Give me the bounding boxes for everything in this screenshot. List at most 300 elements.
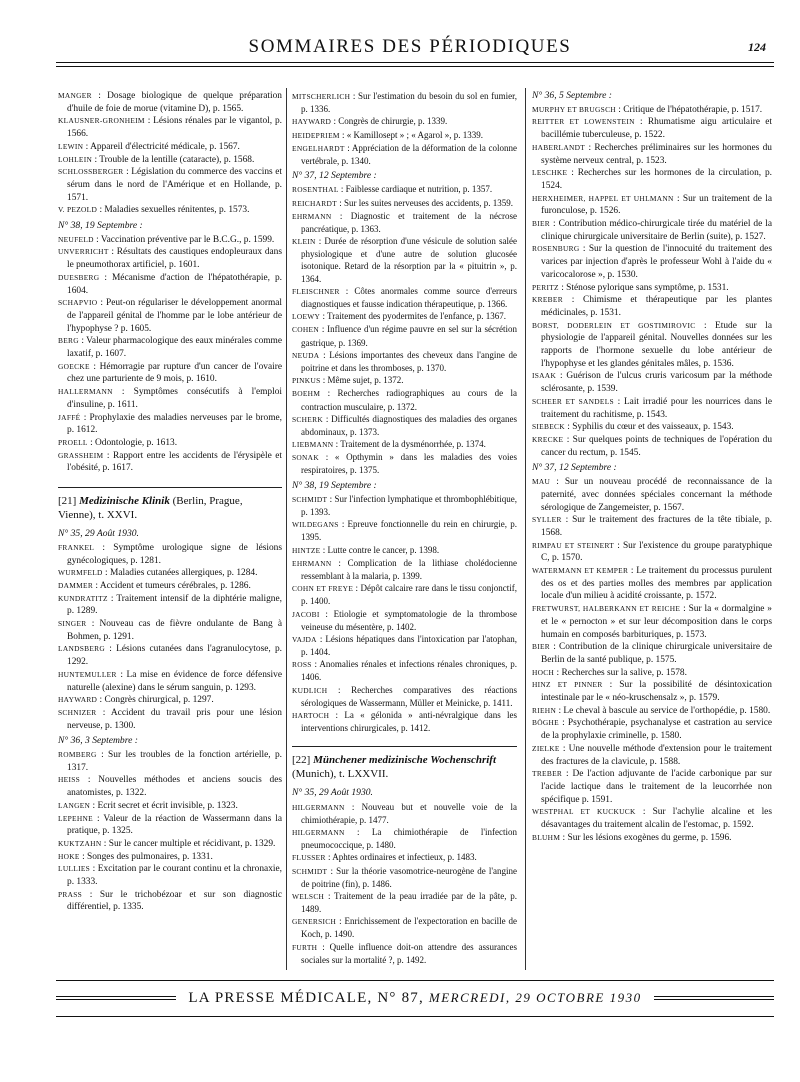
article-title: : Appréciation de la déformation de la colonne vertébrale, p. 1340.	[301, 142, 517, 166]
article-entry	[292, 915, 517, 940]
article-title: : Contribution médico-chirurgicale tirée du matériel de la clinique chirurgicale universitaire de Berlin (suite), p. 1527.	[541, 219, 772, 242]
article-entry	[292, 557, 517, 582]
article-entry	[58, 437, 282, 450]
issue-heading: N° 36, 5 Septembre :	[532, 90, 612, 101]
article-title: : Influence d'un régime pauvre en sel sur la sécrétion gastrique, p. 1369.	[301, 324, 518, 348]
footer-rule	[56, 1016, 774, 1017]
article-author: KLAUSNER-GRONHEIM	[58, 116, 145, 126]
article-title: : Nouveau but et nouvelle voie de la chimiothérapie, p. 1477.	[301, 801, 517, 825]
article-title: : Sur un nouveau procédé de reconnaissance de la paternité, avec données spéciales concernant la méthode sérologique de Zangemeister, p. 1567.	[541, 477, 773, 513]
header-rule	[56, 62, 774, 63]
article-entry	[292, 684, 517, 709]
article-title: : Maladies sexuelles rénitentes, p. 1573.	[99, 205, 250, 216]
article-entry	[58, 800, 282, 813]
article-title: : Etiologie et symptomatologie de la thrombose veineuse du mésentère, p. 1402.	[301, 608, 517, 632]
article-entry	[58, 618, 282, 643]
article-title: : Sur l'achylie alcaline et les désavantages du traitement alcalin de l'estomac, p. 1592.	[541, 807, 772, 831]
article-entry	[292, 197, 517, 210]
article-entry	[58, 154, 282, 167]
article-author: HAYWARD	[58, 695, 98, 705]
article-entry	[292, 387, 517, 412]
article-entry	[292, 493, 517, 518]
article-title: : Contribution de la clinique chirurgicale universitaire de Berlin de la santé publique, p. 1575.	[541, 642, 773, 665]
entry-list	[292, 183, 517, 476]
article-entry	[292, 851, 517, 864]
article-title: : Songes des pulmonaires, p. 1331.	[82, 851, 213, 862]
article-author: HUNTEMULLER	[58, 669, 117, 679]
page-title: SOMMAIRES DES PÉRIODIQUES	[248, 36, 572, 57]
entry-list	[292, 90, 517, 167]
issue-heading: N° 38, 19 Septembre :	[58, 220, 143, 232]
article-entry	[58, 297, 282, 335]
article-entry	[58, 707, 282, 732]
article-entry	[532, 476, 772, 514]
footer-rule	[56, 980, 774, 981]
journal-heading	[58, 487, 282, 522]
article-entry	[58, 580, 282, 593]
article-author: ROMBERG	[58, 750, 97, 760]
article-entry	[58, 567, 282, 580]
article-author: BIER	[532, 219, 551, 229]
article-title: : Odontologie, p. 1613.	[90, 437, 178, 448]
article-author: SCHAPVIO	[58, 298, 98, 308]
article-author: LOEWY	[292, 312, 321, 322]
article-entry	[58, 643, 282, 668]
article-entry	[292, 413, 517, 438]
article-title: : Recherches radiographiques au cours de la contraction musculaire, p. 1372.	[301, 388, 518, 412]
article-author: NEUDA	[292, 350, 320, 360]
article-author: FURTH	[292, 942, 318, 952]
article-author: LIEBMANN	[292, 440, 334, 450]
article-entry	[532, 142, 772, 167]
article-author: HINZ ET PINNER	[532, 680, 603, 690]
issue-heading: N° 38, 19 Septembre :	[292, 479, 377, 491]
article-author: WELSCH	[292, 891, 325, 901]
article-entry	[532, 396, 772, 421]
article-author: NEUFELD	[58, 234, 94, 244]
article-title: : Sur un traitement de la furonculose, p. 1526.	[541, 193, 773, 217]
article-author: MANGER	[58, 91, 92, 100]
article-title: : Appareil d'électricité médicale, p. 1567.	[85, 141, 240, 152]
article-entry	[292, 183, 517, 196]
article-author: JACOBI	[292, 609, 320, 619]
article-title: : Syphilis du cœur et des vaisseaux, p. 1543.	[567, 422, 734, 433]
column-1	[58, 90, 282, 914]
article-title: : Sur la théorie vasomotrice-neurogène de l'angine de poitrine (fin), p. 1486.	[301, 865, 517, 889]
article-title: : La mise en évidence de force défensive naturelle (alexine) dans le sérum sanguin, p. 1293.	[67, 669, 282, 693]
article-author: SONAK	[292, 453, 319, 463]
article-entry	[58, 234, 282, 247]
article-entry	[532, 370, 772, 395]
article-author: ENGELHARDT	[292, 143, 345, 153]
journal-number: [21]	[58, 495, 77, 508]
article-author: HEIDEPRIEM	[292, 130, 340, 140]
entry-list	[58, 234, 282, 475]
article-author: SCHEER ET SANDELS	[532, 396, 614, 406]
page-number: 124	[748, 40, 766, 54]
article-title: : Lésions rénales par le vigantol, p. 1566.	[67, 116, 283, 140]
article-author: JAFFÉ	[58, 412, 81, 422]
article-entry	[532, 282, 772, 295]
article-title: : Complication de la lithiase cholédocienne ressemblant à la malaria, p. 1399.	[301, 557, 518, 581]
article-author: PROELL	[58, 437, 88, 447]
article-author: HABERLANDT	[532, 142, 586, 152]
article-entry	[292, 801, 517, 826]
entry-list	[532, 476, 772, 844]
article-title: : Sur la « dormalgine » et le « pernocton » et sur leur décomposition dans le corps humain en composés barbituriques, p. 1573.	[541, 604, 772, 640]
article-title: : Recherches comparatives des réactions sérologiques de Wassermann, Müller et Meinicke, p. 1411.	[301, 684, 517, 708]
journal-name: Münchener medizinische Wochenschrift	[313, 754, 497, 767]
article-author: VAJDA	[292, 634, 317, 644]
article-entry	[292, 438, 517, 451]
issue-heading: N° 35, 29 Août 1930.	[58, 528, 139, 540]
column-divider	[525, 88, 526, 970]
article-author: HOKE	[58, 851, 80, 861]
article-author: KUDLICH	[292, 685, 328, 695]
article-entry	[532, 717, 772, 742]
article-title: : Sur le trichobézoar et sur son diagnostic différentiel, p. 1335.	[67, 889, 282, 913]
article-author: ISAAK	[532, 371, 557, 381]
article-entry	[532, 679, 772, 704]
article-author: SCHLOSSBERGER	[58, 167, 124, 177]
article-title: : Valeur pharmacologique des eaux minérales comme laxatif, p. 1607.	[67, 336, 283, 360]
article-entry	[532, 104, 772, 117]
article-author: BLUHM	[532, 832, 561, 842]
article-entry	[58, 335, 282, 360]
article-title: : Recherches sur les hormones de la circulation, p. 1524.	[541, 168, 773, 191]
article-title: : Recherches préliminaires sur les hormones du système nerveux central, p. 1523.	[541, 142, 772, 166]
article-author: GENERSICH	[292, 917, 337, 927]
article-title: : Durée de résorption d'une vésicule de solution salée physiologique et d'une autre de solution glucosée isotonique. Retard de la résorption par la « pituitrin », p. 1364.	[301, 236, 518, 284]
article-title: : Sur les lésions exogènes du germe, p. 1596.	[562, 832, 732, 843]
article-author: FRANKEL	[58, 542, 95, 552]
article-title: : Aphtes ordinaires et infectieux, p. 1483.	[327, 852, 477, 863]
article-title: : La chimiothérapie de l'infection pneumococcique, p. 1480.	[301, 826, 518, 851]
article-author: SCHMIDT	[292, 494, 328, 504]
article-title: : Sur quelques points de techniques de l'opération du cancer du rectum, p. 1545.	[541, 434, 773, 458]
article-title: : Enrichissement de l'expectoration en bacille de Koch, p. 1490.	[301, 916, 518, 940]
article-entry	[58, 542, 282, 567]
article-author: WURMFELD	[58, 568, 103, 578]
article-title: : Psychothérapie, psychanalyse et castration au service de la prophylaxie criminelle, p. 1580.	[541, 718, 773, 742]
article-title: : Sur la possibilité de désintoxication intestinale par le « néo-kruschensalz », p. 1579.	[541, 680, 772, 704]
article-title: : Traitement des pyodermites de l'enfance, p. 1367.	[322, 311, 507, 322]
article-author: HALLERMANN	[58, 387, 113, 397]
article-author: ZIELKE	[532, 743, 560, 753]
article-title: : Rapport entre les accidents de l'érysipèle et l'obésité, p. 1617.	[67, 450, 282, 474]
article-entry	[532, 243, 772, 281]
column-divider	[286, 88, 287, 970]
article-entry	[532, 294, 772, 319]
article-entry	[58, 204, 282, 217]
article-entry	[58, 246, 282, 271]
article-entry	[58, 450, 282, 475]
article-title: : Sténose pylorique sans symptôme, p. 1531.	[561, 282, 729, 293]
article-entry	[532, 320, 772, 371]
article-author: HOCH	[532, 667, 555, 677]
article-entry	[58, 593, 282, 618]
article-title: : Quelle influence doit-on attendre des assurances sociales sur la mortalité ?, p. 1492.	[301, 941, 518, 965]
article-author: SCHERK	[292, 414, 323, 424]
article-entry	[532, 421, 772, 434]
article-author: PERITZ	[532, 282, 559, 292]
article-title: : Guérison de l'ulcus cruris varicosum par la méthode sclérosante, p. 1539.	[541, 371, 772, 395]
article-entry	[292, 285, 517, 310]
article-author: SYLLER	[532, 515, 562, 525]
article-author: KREBER	[532, 295, 563, 305]
entry-list	[292, 493, 517, 735]
article-author: COHEN	[292, 325, 319, 335]
article-title: : Hémorragie par rupture d'un cancer de l'ovaire chez une parturiente de 9 mois, p. 1610.	[67, 361, 282, 385]
article-author: DAMMER	[58, 580, 94, 590]
article-author: UNVERRICHT	[58, 247, 109, 257]
article-title: : Sur l'estimation du besoin du sol en fumier, p. 1336.	[301, 91, 518, 115]
article-title: : Sur les suites nerveuses des accidents, p. 1359.	[339, 197, 513, 208]
entry-list	[58, 749, 282, 914]
article-title: : Difficultés diagnostiques des maladies des organes abdominaux, p. 1373.	[301, 413, 517, 437]
article-entry	[292, 451, 517, 476]
article-entry	[292, 142, 517, 167]
footer-journal: LA PRESSE MÉDICALE, N° 87,	[188, 989, 424, 1006]
article-title: : Ecrit secret et écrit invisible, p. 1323.	[92, 800, 238, 811]
article-title: : Prophylaxie des maladies nerveuses par le brome, p. 1612.	[67, 412, 282, 436]
article-title: : Accident du travail pris pour une lésion nerveuse, p. 1300.	[67, 707, 282, 731]
article-author: HILGERMANN	[292, 827, 345, 837]
footer-ornament-line	[56, 996, 176, 1000]
article-title: : Sur l'infection lymphatique et thrombophlébitique, p. 1393.	[301, 493, 517, 517]
article-author: WATERMANN ET KEMPER	[532, 566, 629, 576]
article-author: ROSS	[292, 660, 312, 670]
article-entry	[292, 90, 517, 115]
article-author: ROSENTHAL	[292, 185, 339, 195]
article-author: WESTPHAL ET KUCKUCK	[532, 807, 636, 817]
article-author: LEPEHNE	[58, 813, 93, 823]
article-entry	[532, 705, 772, 718]
article-entry	[292, 658, 517, 683]
article-author: COHN ET FREYE	[292, 584, 354, 594]
column-2	[292, 90, 517, 966]
article-author: LESCHKE	[532, 168, 568, 178]
journal-name: Medizinische Klinik	[79, 495, 170, 508]
article-entry	[292, 582, 517, 607]
article-entry	[292, 310, 517, 323]
article-author: HARTOCH	[292, 711, 330, 720]
article-author: GOECKE	[58, 361, 90, 371]
article-entry	[292, 865, 517, 890]
article-entry	[532, 565, 772, 603]
article-title: : Lésions cutanées dans l'agranulocytose, p. 1292.	[67, 644, 282, 668]
article-author: HAYWARD	[292, 117, 332, 127]
article-title: : Lésions hépatiques dans l'intoxication par l'atophan, p. 1404.	[301, 633, 518, 658]
article-entry	[532, 832, 772, 845]
article-entry	[292, 633, 517, 658]
article-author: LANDSBERG	[58, 644, 106, 654]
article-author: V. PEZOLD	[58, 205, 98, 215]
article-title: : Résultats des caustiques endopleuraux dans le pneumothorax artificiel, p. 1601.	[67, 247, 283, 271]
article-author: EHRMANN	[292, 558, 332, 568]
article-entry	[292, 349, 517, 374]
article-title: : Lait irradié pour les nourrices dans le traitement du rachitisme, p. 1543.	[541, 396, 772, 420]
article-title: : Rhumatisme aigu articulaire et bacillémie tuberculeuse, p. 1522.	[541, 117, 773, 141]
article-entry	[58, 90, 282, 115]
article-author: HEISS	[58, 775, 81, 785]
article-entry	[292, 608, 517, 633]
article-title: : Traitement intensif de la diphtérie maligne, p. 1289.	[67, 593, 282, 617]
article-title: : Etude sur la physiologie de l'appareil génital. Nouvelles données sur les rapports de l'hormone sexuelle du lobe antérieur de l'hypophyse et les glandes génitales mâles, p. 1536.	[541, 320, 773, 369]
article-author: LEWIN	[58, 141, 84, 151]
article-author: MURPHY ET BRUGSCH	[532, 104, 616, 114]
article-author: FRETWURST, HALBERKANN ET REICHE	[532, 604, 681, 614]
article-entry	[292, 544, 517, 557]
article-author: BOEHM	[292, 389, 321, 399]
entry-list	[58, 90, 282, 217]
article-entry	[292, 210, 517, 235]
article-author: SCHMIDT	[292, 866, 328, 876]
article-title: : Lésions importantes des cheveux dans l'angine de poitrine et dans les thromboses, p. 1370.	[301, 349, 518, 373]
footer-ornament-line	[654, 996, 774, 1000]
article-author: RIMPAU ET STEINERT	[532, 540, 615, 550]
article-entry	[532, 743, 772, 768]
article-title: : Lutte contre le cancer, p. 1398.	[322, 544, 440, 555]
article-author: RIEHN	[532, 705, 557, 715]
article-entry	[292, 323, 517, 348]
journal-details: (Munich), t. LXXVII.	[292, 768, 389, 781]
article-title: : Peut-on régulariser le développement anormal de l'appareil génital de l'homme par le lobe antérieur de l'hypophyse ? p. 1605.	[67, 298, 283, 334]
article-author: WILDEGANS	[292, 520, 339, 530]
article-author: BIER	[532, 642, 551, 652]
article-title: : La « gélonida » anti-névralgique dans les interventions chirurgicales, p. 1412.	[301, 710, 518, 734]
article-title: : Critique de l'hépatothérapie, p. 1517.	[618, 104, 763, 115]
journal-heading	[292, 746, 517, 781]
article-title: : Sur l'existence du groupe paratyphique C, p. 1570.	[541, 540, 772, 564]
article-entry	[58, 889, 282, 914]
page-footer	[56, 983, 774, 1013]
article-title: : Dosage biologique de quelque préparation d'huile de foie de morue (vitamine D), p. 1565.	[67, 91, 282, 114]
article-title: : Accident et tumeurs cérébrales, p. 1286.	[95, 580, 251, 591]
article-author: MITSCHERLICH	[292, 92, 351, 101]
article-title: : « Kamillosept » ; « Agarol », p. 1339.	[342, 129, 484, 140]
article-title: : « Opthymin » dans les maladies des voies respiratoires, p. 1375.	[301, 452, 518, 476]
entry-list	[292, 801, 517, 966]
article-title: : Nouveau cas de fièvre ondulante de Bang à Bohmen, p. 1291.	[67, 619, 282, 642]
article-entry	[292, 890, 517, 915]
article-title: : Diagnostic et traitement de la nécrose pancréatique, p. 1363.	[301, 210, 517, 234]
article-author: SCHNIZER	[58, 707, 97, 717]
header-rule-thin	[56, 66, 774, 67]
article-entry	[292, 709, 517, 734]
article-title: : Chimisme et thérapeutique par les plantes médicinales, p. 1531.	[541, 295, 773, 318]
article-entry	[292, 518, 517, 543]
article-entry	[292, 826, 517, 851]
article-title: : Faiblesse cardiaque et nutrition, p. 1357.	[340, 184, 493, 195]
article-entry	[58, 115, 282, 140]
entry-list	[532, 104, 772, 460]
issue-heading: N° 36, 3 Septembre :	[58, 735, 138, 747]
article-title: : Symptôme urologique signe de lésions gynécologiques, p. 1281.	[67, 542, 283, 566]
article-entry	[58, 669, 282, 694]
article-title: : Congrès chirurgical, p. 1297.	[99, 695, 214, 706]
article-author: DUESBERG	[58, 272, 100, 282]
article-author: KLEIN	[292, 237, 316, 247]
article-entry	[58, 749, 282, 774]
footer-date: MERCREDI, 29 OCTOBRE 1930	[428, 989, 642, 1005]
article-entry	[58, 851, 282, 864]
article-entry	[292, 374, 517, 387]
article-entry	[292, 235, 517, 285]
article-author: LULLIES	[58, 864, 91, 874]
article-author: ROSENBURG	[532, 244, 580, 254]
article-author: GRASSHEIM	[58, 450, 104, 460]
article-entry	[58, 863, 282, 888]
entry-list	[58, 542, 282, 733]
article-title: : Recherches sur la salive, p. 1578.	[556, 667, 687, 678]
issue-heading: N° 37, 12 Septembre :	[292, 170, 377, 182]
issue-heading: N° 35, 29 Août 1930.	[292, 787, 373, 799]
journal-details: (Berlin, Prague, Vienne), t. XXVI.	[58, 495, 243, 522]
article-entry	[58, 386, 282, 411]
article-title: : Mécanisme d'action de l'hépatothérapie, p. 1604.	[67, 272, 282, 296]
article-title: : Maladies cutanées allergiques, p. 1284.	[105, 568, 258, 579]
article-entry	[292, 115, 517, 128]
article-entry	[58, 813, 282, 838]
article-title: : Sur le traitement des fractures de la tête tibiale, p. 1568.	[541, 515, 772, 538]
column-3	[532, 90, 772, 844]
article-entry	[532, 806, 772, 831]
article-title: : Vaccination préventive par le B.C.G., p. 1599.	[96, 234, 275, 245]
article-title: : Traitement de la dysménorrhée, p. 1374.	[335, 439, 486, 450]
article-entry	[58, 412, 282, 437]
article-author: HILGERMANN	[292, 802, 345, 812]
article-entry	[292, 129, 517, 142]
article-entry	[532, 667, 772, 680]
article-author: REICHARDT	[292, 198, 337, 208]
article-entry	[292, 941, 517, 966]
article-title: : Une nouvelle méthode d'extension pour le traitement des fractures de la clavicule, p. 1588.	[541, 743, 773, 767]
article-entry	[532, 434, 772, 459]
article-entry	[58, 694, 282, 707]
article-author: PINKUS	[292, 376, 321, 386]
article-author: MAU	[532, 477, 551, 487]
journal-number: [22]	[292, 754, 311, 767]
issue-heading: N° 37, 12 Septembre :	[532, 462, 617, 474]
article-author: KUKTZAHN	[58, 838, 102, 848]
article-title: : Dépôt calcaire rare dans le tissu conjonctif, p. 1400.	[301, 583, 518, 607]
article-title: : Même sujet, p. 1372.	[322, 375, 404, 386]
article-author: FLUSSER	[292, 853, 326, 863]
article-author: SIEBECK	[532, 422, 565, 432]
article-entry	[58, 361, 282, 386]
article-entry	[58, 272, 282, 297]
article-entry	[58, 838, 282, 851]
article-title: : Sur le cancer multiple et récidivant, p. 1329.	[103, 838, 276, 849]
footer-text	[176, 990, 653, 1007]
article-author: REITTER ET LOWENSTEIN	[532, 117, 635, 127]
article-entry	[58, 166, 282, 204]
article-author: TREBER	[532, 769, 563, 779]
article-title: : Valeur de la réaction de Wassermann dans la pratique, p. 1325.	[67, 813, 283, 837]
article-author: HINTZE	[292, 545, 321, 555]
article-entry	[532, 167, 772, 192]
article-title: : Sur la question de l'innocuité du traitement des varices par injection d'après le professeur Wohl à l'aide du « varicocalorose », p. 1530.	[541, 244, 772, 280]
article-author: SINGER	[58, 619, 87, 629]
article-entry	[532, 603, 772, 641]
article-author: KUNDRATITZ	[58, 593, 108, 603]
article-entry	[532, 641, 772, 666]
article-entry	[532, 514, 772, 539]
article-entry	[58, 141, 282, 154]
article-title: : Traitement de la peau irradiée par de la pâte, p. 1489.	[301, 890, 517, 915]
article-title: : Congrès de chirurgie, p. 1339.	[333, 116, 448, 127]
